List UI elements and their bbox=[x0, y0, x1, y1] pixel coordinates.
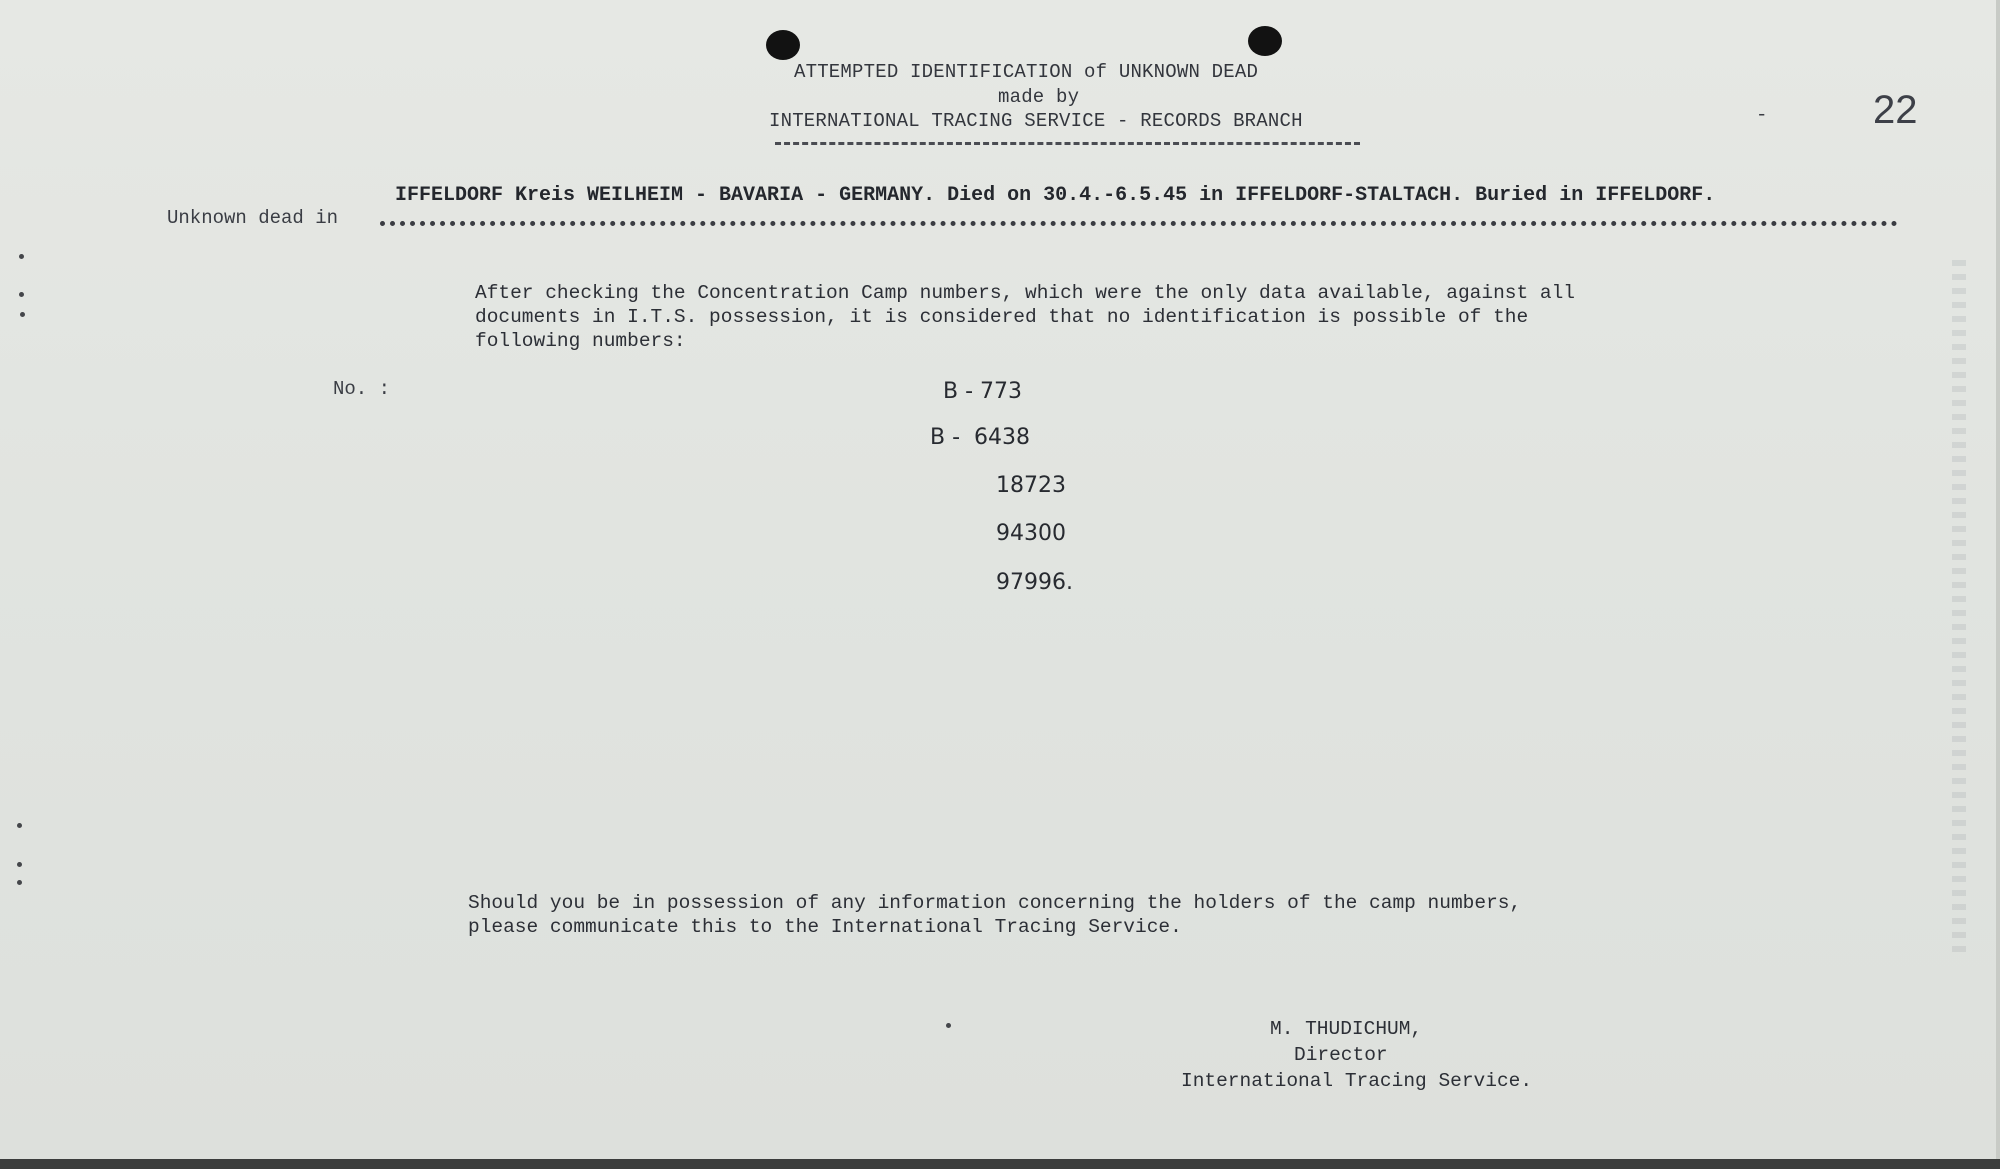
numbers-label: No. : bbox=[333, 378, 391, 400]
camp-number-4: 94300 bbox=[996, 521, 1066, 546]
margin-mark bbox=[17, 862, 22, 867]
place-of-death: IFFELDORF Kreis WEILHEIM - BAVARIA - GERMANY. Died on 30.4.-6.5.45 in IFFELDORF-STALTACH. Buried in IFFELDORF. bbox=[395, 184, 1716, 207]
stray-dot bbox=[946, 1023, 951, 1028]
signatory-organization: International Tracing Service. bbox=[1181, 1070, 1533, 1092]
paper-edge-bottom bbox=[0, 1159, 2000, 1169]
punch-hole-left bbox=[766, 30, 800, 60]
page-dash: - bbox=[1756, 104, 1768, 126]
margin-mark bbox=[19, 254, 24, 259]
margin-mark bbox=[17, 823, 22, 828]
closing-line-1: Should you be in possession of any information concerning the holders of the camp numbers, bbox=[468, 892, 1522, 914]
document-title: ATTEMPTED IDENTIFICATION of UNKNOWN DEAD bbox=[794, 61, 1259, 83]
issuing-branch: INTERNATIONAL TRACING SERVICE - RECORDS BRANCH bbox=[769, 110, 1303, 132]
margin-mark bbox=[17, 880, 22, 885]
closing-line-2: please communicate this to the International Tracing Service. bbox=[468, 916, 1182, 938]
camp-number-1: B - 773 bbox=[943, 379, 1023, 404]
camp-number-5: 97996. bbox=[996, 570, 1073, 595]
camp-number-2: B - 6438 bbox=[930, 425, 1030, 450]
unknown-dead-label: Unknown dead in bbox=[167, 207, 339, 229]
page-number: 22 bbox=[1873, 88, 1918, 132]
title-underline bbox=[775, 142, 1360, 145]
intro-line-2: documents in I.T.S. possession, it is considered that no identification is possible of the bbox=[475, 306, 1529, 328]
dot-leader bbox=[380, 221, 1898, 226]
document-subtitle: made by bbox=[998, 86, 1080, 108]
camp-number-3: 18723 bbox=[996, 473, 1066, 498]
margin-mark bbox=[20, 312, 25, 317]
punch-hole-right bbox=[1248, 26, 1282, 56]
intro-line-3: following numbers: bbox=[475, 330, 686, 352]
scan-artifact bbox=[1952, 260, 1966, 960]
paper-edge-right bbox=[1996, 0, 2000, 1169]
margin-mark bbox=[19, 292, 24, 297]
signatory-name: M. THUDICHUM, bbox=[1270, 1018, 1423, 1040]
signatory-title: Director bbox=[1294, 1044, 1388, 1066]
intro-line-1: After checking the Concentration Camp numbers, which were the only data available, against all bbox=[475, 282, 1575, 304]
